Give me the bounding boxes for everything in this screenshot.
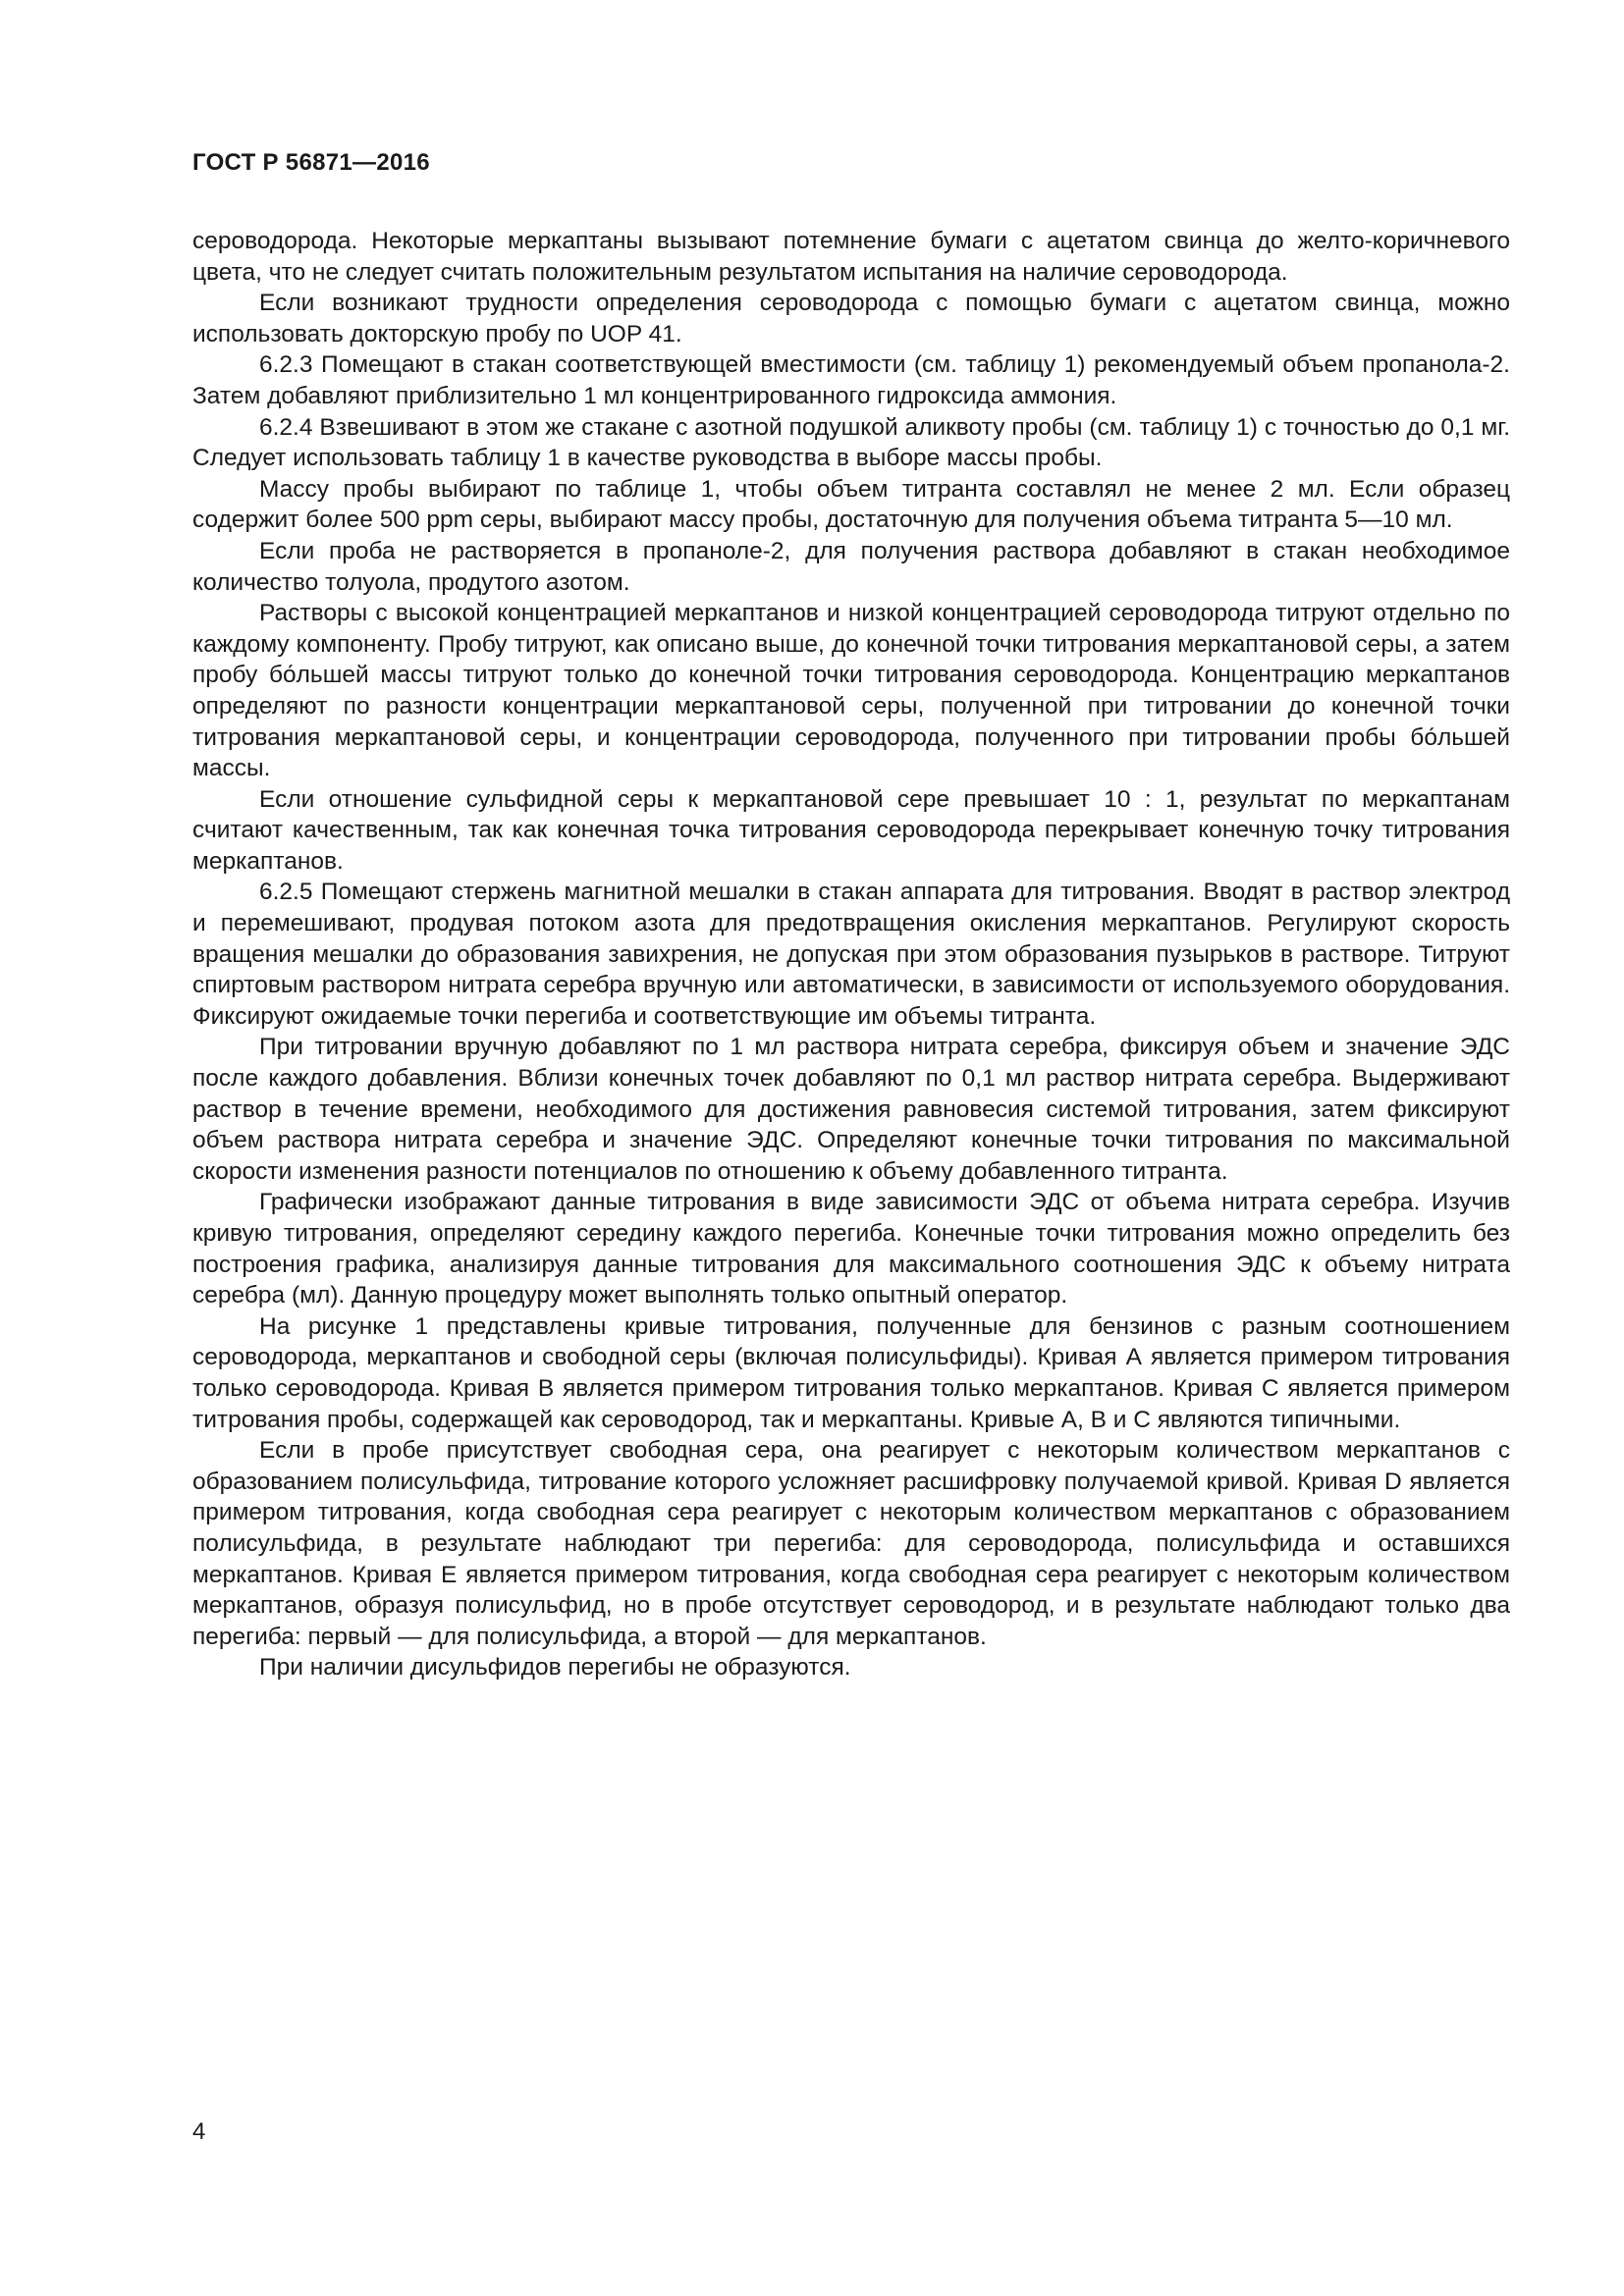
paragraph-6-2-4: 6.2.4 Взвешивают в этом же стакане с азотной подушкой аликвоту пробы (см. таблицу 1) с точностью до 0,1 мг. Следует использовать таблицу 1 в качестве руководства в выборе массы пробы.	[192, 413, 1510, 472]
document-header: ГОСТ Р 56871—2016	[192, 149, 430, 176]
paragraph: При наличии дисульфидов перегибы не образуются.	[259, 1654, 851, 1682]
paragraph: Графически изображают данные титрования в виде зависимости ЭДС от объема нитрата серебра. Изучив кривую титрования, определяют середину каждого перегиба. Конечные точки титрования можно определить без построения графика, анализируя данные титрования для максимального соотношения ЭДС к объему нитрата серебра (мл). Данную процедуру может выполнять только опытный оператор.	[192, 1189, 1510, 1309]
paragraph: Если в пробе присутствует свободная сера, она реагирует с некоторым количеством меркаптанов с образованием полисульфида, титрование которого усложняет расшифровку получаемой кривой. Кривая D является примером титрования, когда свободная сера реагирует с некоторым количеством меркаптанов с образованием полисульфида, в результате наблюдают три перегиба: для сероводорода, полисульфида и оставшихся меркаптанов. Кривая Е является примером титрования, когда свободная сера реагирует с некоторым количеством меркаптанов, образуя полисульфид, но в пробе отсутствует сероводород, и в результате наблюдают только два перегиба: первый — для полисульфида, а второй — для меркаптанов.	[192, 1437, 1510, 1650]
document-body	[192, 226, 1510, 1683]
paragraph: Если проба не растворяется в пропаноле-2, для получения раствора добавляют в стакан необходимое количество толуола, продутого азотом.	[192, 537, 1510, 596]
paragraph-6-2-3: 6.2.3 Помещают в стакан соответствующей вместимости (см. таблицу 1) рекомендуемый объем пропанола-2. Затем добавляют приблизительно 1 мл концентрированного гидроксида аммония.	[192, 351, 1510, 409]
paragraph: Растворы с высокой концентрацией меркаптанов и низкой концентрацией сероводорода титруют отдельно по каждому компоненту. Пробу титруют, как описано выше, до конечной точки титрования меркаптановой серы, а затем пробу бо́льшей массы титруют только до конечной точки титрования сероводорода. Концентрацию меркаптанов определяют по разности концентрации меркаптановой серы, полученной при титровании до конечной точки титрования меркаптановой серы, и концентрации сероводорода, полученного при титровании пробы бо́льшей массы.	[192, 600, 1510, 782]
paragraph: Если возникают трудности определения сероводорода с помощью бумаги с ацетатом свинца, можно использовать докторскую пробу по UOP 41.	[192, 290, 1510, 347]
paragraph: На рисунке 1 представлены кривые титрования, полученные для бензинов с разным соотношением сероводорода, меркаптанов и свободной серы (включая полисульфиды). Кривая А является примером титрования только сероводорода. Кривая В является примером титрования только меркаптанов. Кривая С является примером титрования пробы, содержащей как сероводород, так и меркаптаны. Кривые А, В и С являются типичными.	[192, 1312, 1510, 1433]
page-number: 4	[192, 2118, 206, 2145]
paragraph-continuation: сероводорода. Некоторые меркаптаны вызывают потемнение бумаги с ацетатом свинца до желто-коричневого цвета, что не следует считать положительным результатом испытания на наличие сероводорода.	[192, 228, 1510, 286]
paragraph: При титровании вручную добавляют по 1 мл раствора нитрата серебра, фиксируя объем и значение ЭДС после каждого добавления. Вблизи конечных точек добавляют по 0,1 мл раствор нитрата серебра. Выдерживают раствор в течение времени, необходимого для достижения равновесия системой титрования, затем фиксируют объем раствора нитрата серебра и значение ЭДС. Определяют конечные точки титрования по максимальной скорости изменения разности потенциалов по отношению к объему добавленного титранта.	[192, 1034, 1510, 1185]
paragraph-6-2-5: 6.2.5 Помещают стержень магнитной мешалки в стакан аппарата для титрования. Вводят в раствор электрод и перемешивают, продувая потоком азота для предотвращения окисления меркаптанов. Регулируют скорость вращения мешалки до образования завихрения, не допуская при этом образования пузырьков в растворе. Титруют спиртовым раствором нитрата серебра вручную или автоматически, в зависимости от используемого оборудования. Фиксируют ожидаемые точки перегиба и соответствующие им объемы титранта.	[192, 879, 1510, 1030]
paragraph: Массу пробы выбирают по таблице 1, чтобы объем титранта составлял не менее 2 мл. Если образец содержит более 500 ppm серы, выбирают массу пробы, достаточную для получения объема титранта 5—10 мл.	[192, 475, 1510, 534]
paragraph: Если отношение сульфидной серы к меркаптановой сере превышает 10 : 1, результат по меркаптанам считают качественным, так как конечная точка титрования сероводорода перекрывает конечную точку титрования меркаптанов.	[192, 785, 1510, 875]
